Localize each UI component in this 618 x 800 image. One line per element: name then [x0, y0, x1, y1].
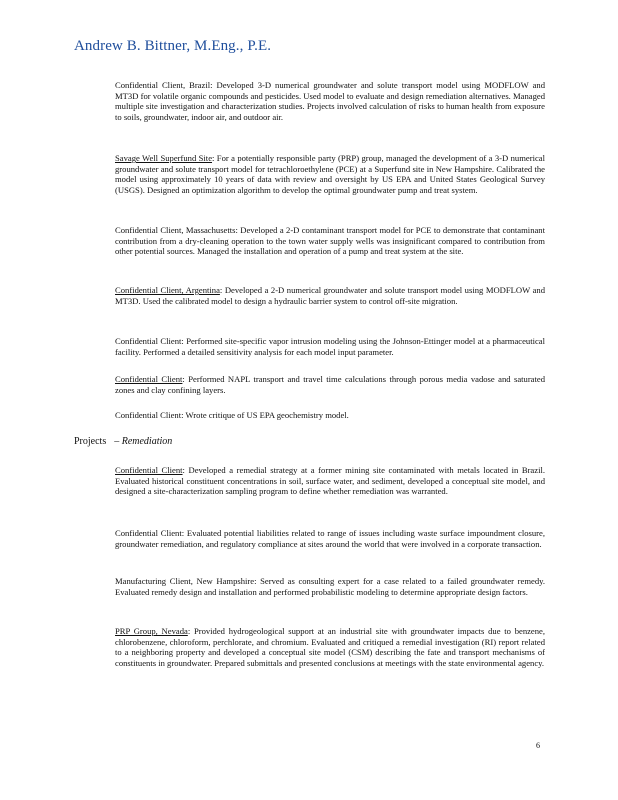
project-entry	[115, 374, 545, 395]
entry-body: Served as consulting expert for a case related to a failed groundwater remedy. Evaluated remedy design and installation and performed probabilistic modeling to determine appropriate design factors.	[115, 576, 546, 597]
section-subtitle: – Remediation	[114, 436, 173, 447]
entry-body: : Developed a remedial strategy at a former mining site contaminated with metals located in Brazil. Evaluated historical constituent concentrations in soil, surface water, and sediment, developed a conceptual site model, and designed a site-characterization sampling program to define whether remediation was warranted.	[115, 465, 545, 497]
entry-body: Evaluated potential liabilities related to range of issues including waste surface impoundment closure, groundwater remediation, and regulatory compliance at sites around the world that were involved in a corporate transaction.	[115, 528, 545, 549]
project-entry	[115, 336, 545, 357]
project-entry	[115, 225, 545, 257]
entry-title: Confidential Client, Brazil:	[115, 80, 213, 90]
entry-body: Performed site-specific vapor intrusion modeling using the Johnson-Ettinger model at a pharmaceutical facility. Performed a detailed sensitivity analysis for each model input parameter.	[115, 336, 545, 357]
section-label: Projects	[74, 436, 107, 447]
entry-title: Confidential Client, Massachusetts:	[115, 225, 238, 235]
entry-body: : Developed a 2-D numerical groundwater and solute transport model using MODFLOW and MT3D. Used the calibrated model to design a hydraulic barrier system to control off-site migration.	[115, 285, 545, 306]
entry-title: Confidential Client, Argentina	[115, 285, 220, 295]
project-entry	[115, 80, 545, 122]
entry-body: : Provided hydrogeological support at an industrial site with groundwater impacts due to benzene, chlorobenzene, chloroform, perchlorate, and chromium. Evaluated and critiqued a remedial investigation (RI) report related to a neighboring property and developed a conceptual site model (CSM) describing the fate and transport mechanisms of constituents in groundwater. Prepared submittals and presented conclusions at meetings with the state environmental agency.	[115, 626, 545, 668]
entry-title: Confidential Client:	[115, 528, 185, 538]
entry-title: Confidential Client	[115, 465, 183, 475]
entry-title: Confidential Client:	[115, 410, 184, 420]
page-header-name: Andrew B. Bittner, M.Eng., P.E.	[74, 38, 272, 54]
entry-body: Wrote critique of US EPA geochemistry model.	[185, 410, 349, 420]
entry-title: Confidential Client:	[115, 336, 184, 346]
entry-title: Manufacturing Client, New Hampshire:	[115, 576, 257, 586]
entry-body: Developed a 2-D contaminant transport model for PCE to demonstrate that contaminant contribution from a dry-cleaning operation to the town water supply wells was insignificant compared to contribution from other potential sources. Managed the installation and operation of a pump and treat system at the site.	[115, 225, 545, 257]
project-entry	[115, 528, 545, 549]
project-entry	[115, 465, 545, 497]
entry-body: : For a potentially responsible party (PRP) group, managed the development of a 3-D numerical groundwater and solute transport model for tetrachloroethylene (PCE) at a Superfund site in New Hampshire. Calibrated the model using approximately 10 years of data with review and oversight by US EPA and United States Geological Survey (USGS). Designed an optimization algorithm to develop the optimal groundwater pump and treat system.	[115, 153, 545, 195]
project-entry	[115, 626, 545, 668]
entry-body: Developed 3-D numerical groundwater and solute transport model using MODFLOW and MT3D for volatile organic compounds and pesticides. Used model to evaluate and design remediation alternatives. Managed multiple site investigation and characterization studies. Projects involved calculation of risks to human health from exposure to soils, groundwater, indoor air, and outdoor air.	[115, 80, 545, 122]
project-entry	[115, 576, 545, 597]
entry-title: PRP Group, Nevada	[115, 626, 188, 636]
project-entry	[115, 153, 545, 195]
section-heading	[74, 436, 172, 447]
project-entry	[115, 285, 545, 306]
entry-title: Savage Well Superfund Site	[115, 153, 213, 163]
entry-title: Confidential Client	[115, 374, 183, 384]
project-entry	[115, 410, 545, 421]
entry-body: : Performed NAPL transport and travel time calculations through porous media vadose and saturated zones and clay confining layers.	[115, 374, 545, 395]
page-number: 6	[536, 741, 540, 750]
